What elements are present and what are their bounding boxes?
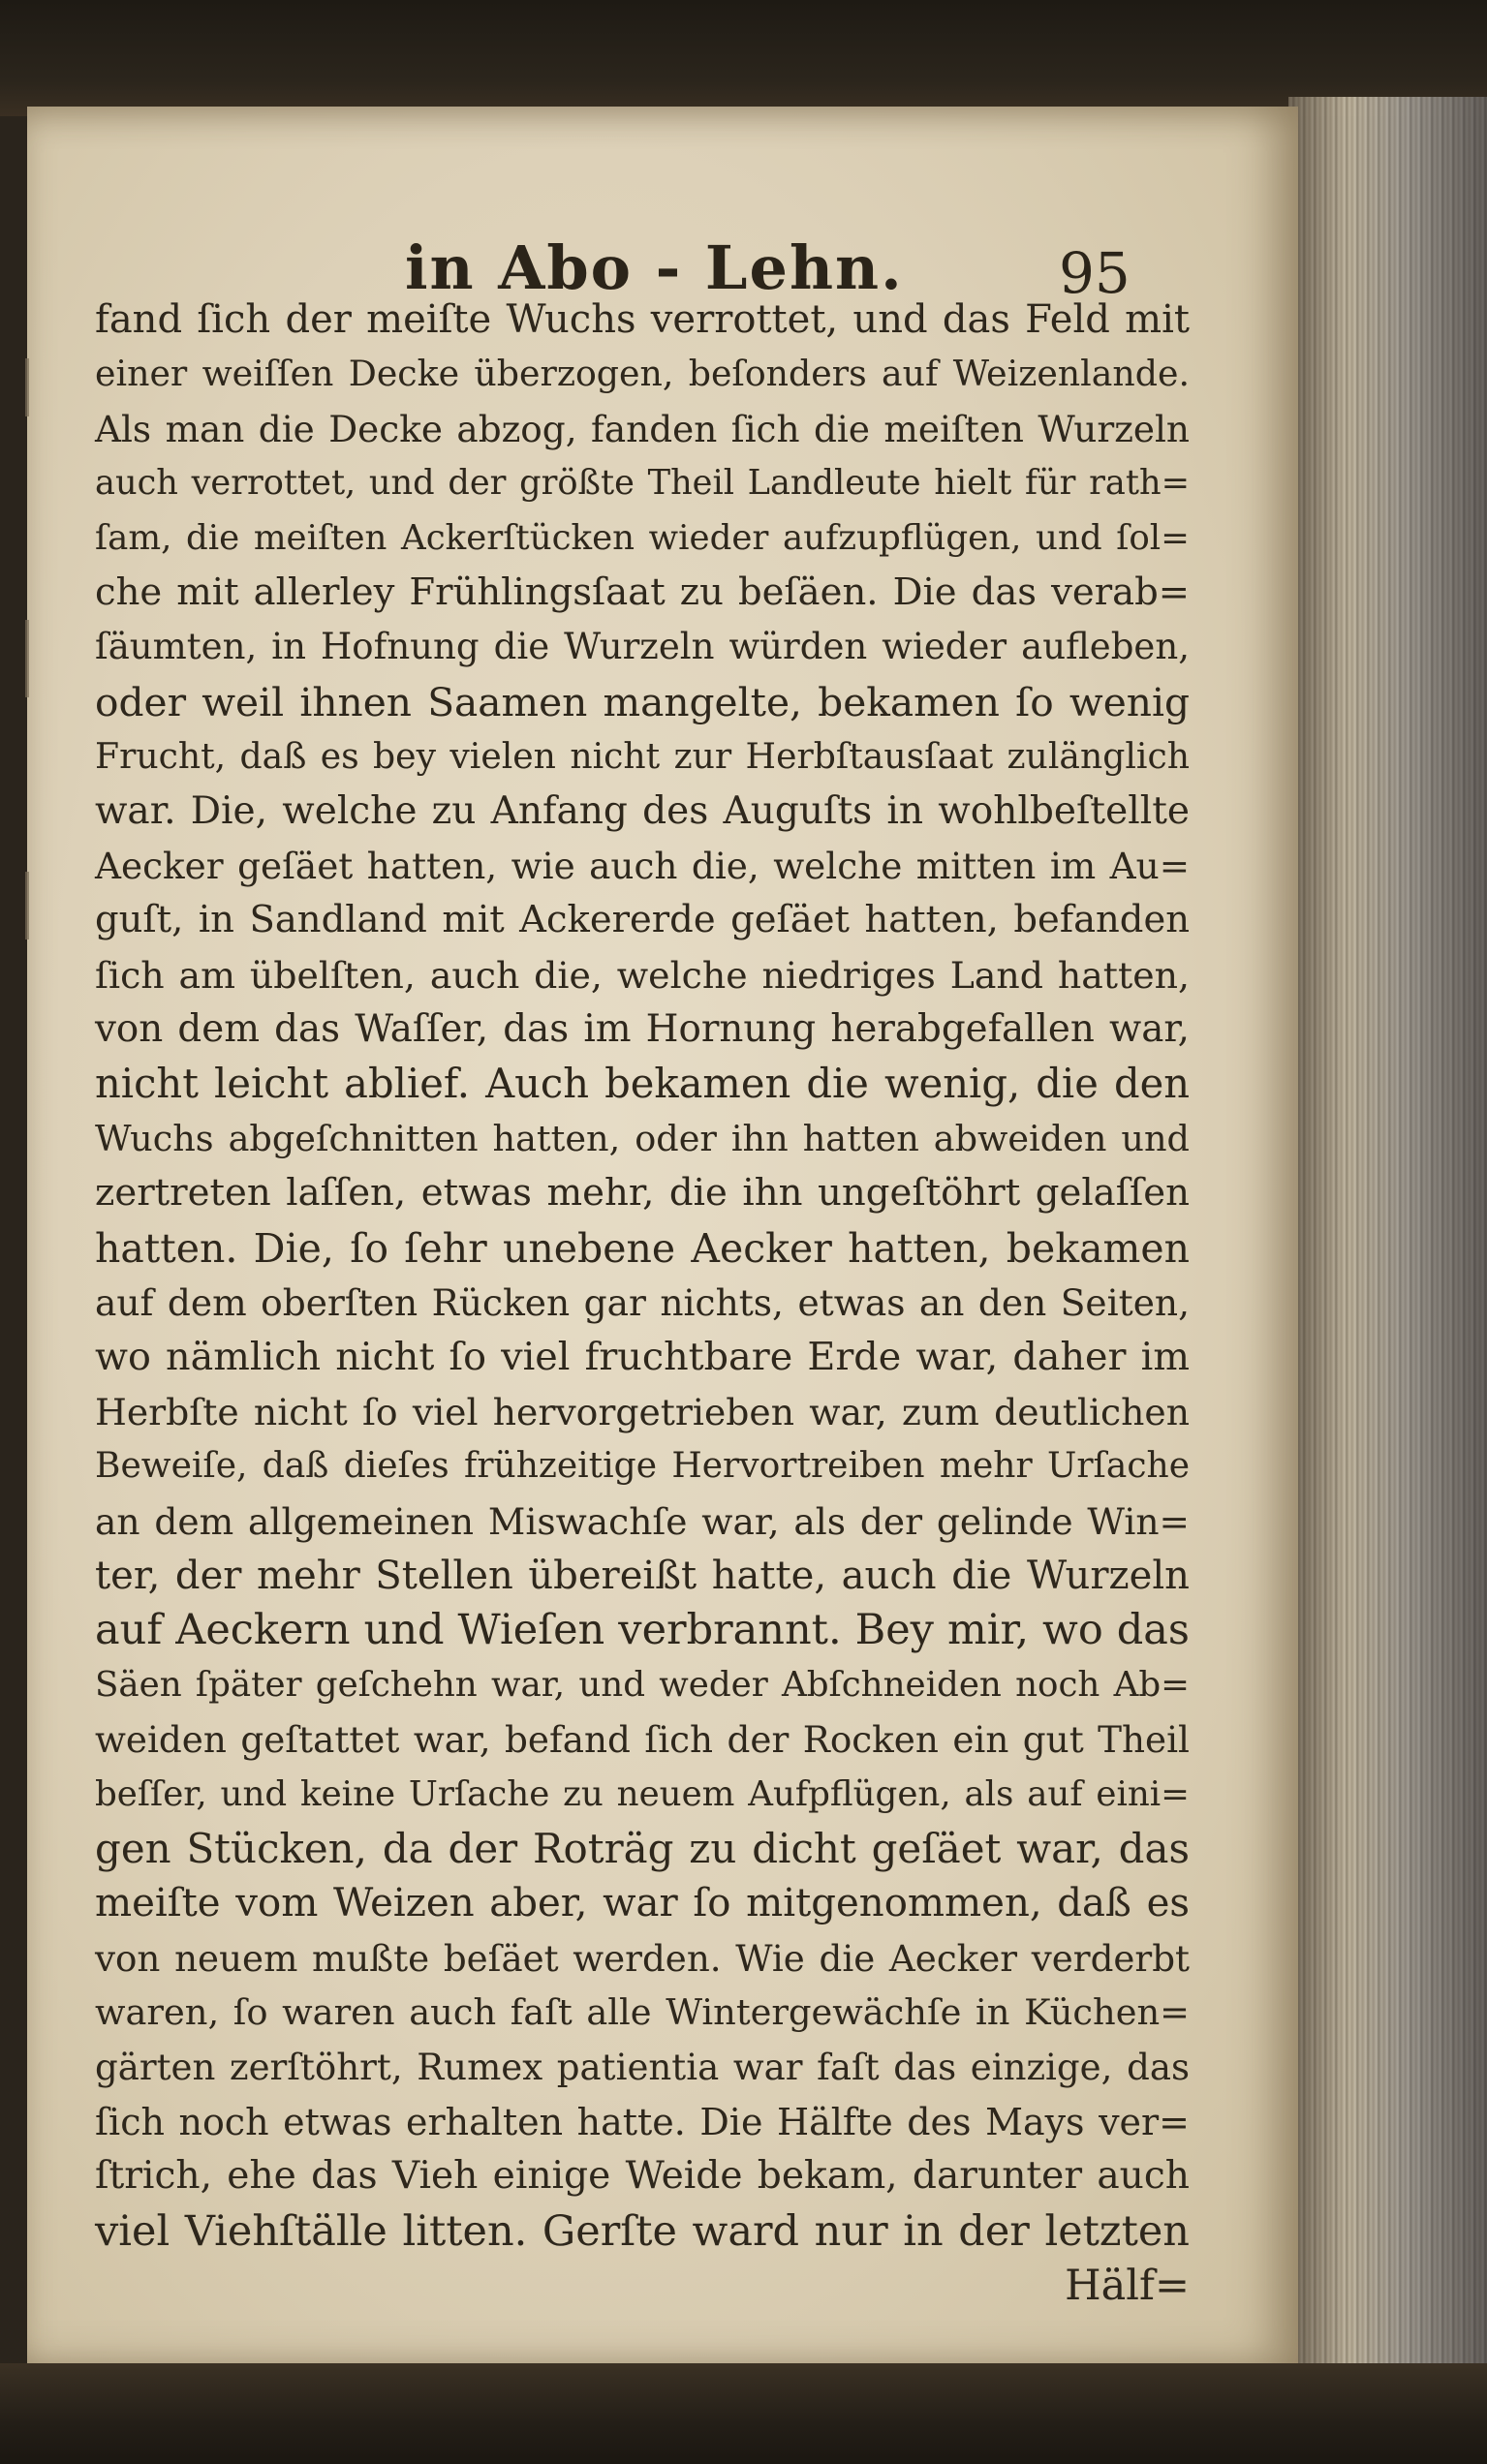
text-line: an dem allgemeinen Miswachſe war, als der gelinde Win= — [95, 1499, 1190, 1543]
book-page — [27, 107, 1298, 2363]
page-number: 95 — [1059, 240, 1131, 306]
body-text — [95, 293, 1190, 2313]
text-line: auf dem oberſten Rücken gar nichts, etwas an den Seiten, — [95, 1281, 1190, 1325]
text-line: Frucht, daß es bey vielen nicht zur Herbſtausſaat zulänglich — [95, 735, 1190, 778]
text-line: viel Viehſtälle litten. Gerſte ward nur in der letzten — [95, 2206, 1190, 2256]
text-line: Säen ſpäter geſchehn war, und weder Abſchneiden noch Ab= — [95, 1664, 1190, 1705]
text-line: ſich noch etwas erhalten hatte. Die Hälfte des Mays ver= — [95, 2100, 1190, 2143]
text-line: nicht leicht ablief. Auch bekamen die wenig, die den — [95, 1060, 1190, 1108]
text-line: Herbſte nicht ſo viel hervorgetrieben war, zum deutlichen — [95, 1390, 1190, 1433]
text-line: ſam, die meiſten Ackerſtücken wieder aufzupflügen, und ſol= — [95, 517, 1190, 558]
text-line: ſich am übelſten, auch die, welche niedriges Land hatten, — [95, 953, 1190, 997]
text-line: Als man die Decke abzog, fanden ſich die meiſten Wurzeln — [95, 407, 1190, 450]
margin-mark — [25, 872, 29, 939]
text-line: fand ſich der meiſte Wuchs verrottet, und das Feld mit — [95, 297, 1190, 342]
text-line: Beweiſe, daß dieſes frühzeitige Hervortreiben mehr Urſache — [95, 1446, 1190, 1487]
text-line: von dem das Waſſer, das im Hornung herabgefallen war, — [95, 1007, 1190, 1052]
text-line: gen Stücken, da der Roträg zu dicht geſäet war, das — [95, 1824, 1190, 1872]
text-line: ſtrich, ehe das Vieh einige Weide bekam, darunter auch — [95, 2154, 1190, 2199]
margin-mark — [25, 620, 29, 697]
running-head: in Abo - Lehn. — [405, 232, 904, 303]
text-line: Aecker geſäet hatten, wie auch die, welche mitten im Au= — [95, 844, 1190, 887]
scan-background-bottom — [0, 2363, 1487, 2464]
text-line: Wuchs abgeſchnitten hatten, oder ihn hatten abweiden und — [95, 1117, 1190, 1159]
text-line: beſſer, und keine Urſache zu neuem Aufpflügen, als auf eini= — [95, 1773, 1190, 1814]
text-line: auch verrottet, und der größte Theil Landleute hielt für rath= — [95, 463, 1190, 504]
text-line: ſäumten, in Hofnung die Wurzeln würden wieder aufleben, — [95, 626, 1190, 668]
text-line: von neuem mußte beſäet werden. Wie die Aecker verderbt — [95, 1936, 1190, 1980]
text-line: waren, ſo waren auch faſt alle Wintergewächſe in Küchen= — [95, 1991, 1190, 2034]
text-line: meiſte vom Weizen aber, war ſo mitgenommen, daß es — [95, 1881, 1190, 1926]
text-line: einer weiſſen Decke überzogen, beſonders auf Weizenlande. — [95, 353, 1190, 395]
text-line: gärten zerſtöhrt, Rumex patientia war faſt das einzige, das — [95, 2046, 1190, 2088]
text-line: hatten. Die, ſo ſehr unebene Aecker hatten, bekamen — [95, 1224, 1190, 1272]
book-edge-shadow — [1288, 97, 1487, 2373]
scan-background-top — [0, 0, 1487, 116]
text-line: war. Die, welche zu Anfang des Auguſts in wohlbeſtellte — [95, 788, 1190, 833]
text-line: oder weil ihnen Saamen mangelte, bekamen ſo wenig — [95, 678, 1190, 725]
text-line: zertreten laſſen, etwas mehr, die ihn ungeſtöhrt gelaſſen — [95, 1171, 1190, 1216]
text-line: guſt, in Sandland mit Ackererde geſäet hatten, befanden — [95, 898, 1190, 942]
text-line: ter, der mehr Stellen übereißt hatte, auch die Wurzeln — [95, 1553, 1190, 1598]
margin-mark — [25, 358, 29, 416]
text-line: auf Aeckern und Wieſen verbrannt. Bey mir, wo das — [95, 1606, 1190, 1655]
catchword: Hälf= — [1065, 2262, 1190, 2311]
text-line: wo nämlich nicht ſo viel fruchtbare Erde war, daher im — [95, 1335, 1190, 1380]
text-line: che mit allerley Frühlingsſaat zu beſäen. Die das verab= — [95, 570, 1190, 614]
text-line: weiden geſtattet war, befand ſich der Rocken ein gut Theil — [95, 1718, 1190, 1762]
